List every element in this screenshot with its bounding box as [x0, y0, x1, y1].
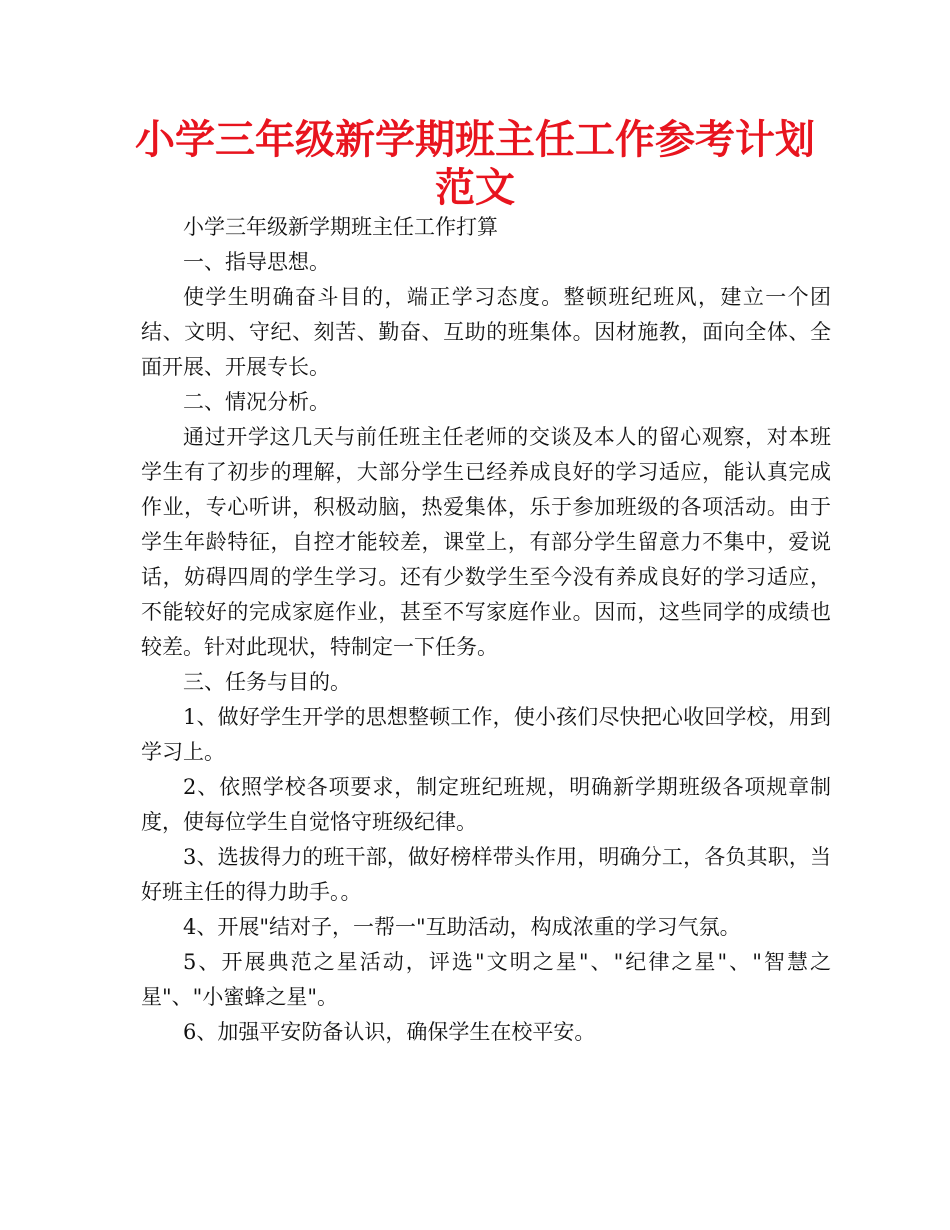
paragraph-guiding-ideology: 使学生明确奋斗目的，端正学习态度。整顿班纪班风，建立一个团结、文明、守纪、刻苦、勤奋、互助的班集体。因材施教，面向全体、全面开展、开展专长。: [141, 285, 831, 379]
paragraph-task-1: 1、做好学生开学的思想整顿工作，使小孩们尽快把心收回学校，用到学习上。: [141, 705, 831, 764]
paragraph-subtitle: 小学三年级新学期班主任工作打算: [183, 215, 498, 239]
paragraph-heading-situation-analysis: 二、情况分析。: [183, 390, 330, 414]
paragraph-heading-guiding-ideology: 一、指导思想。: [183, 250, 330, 274]
paragraph-task-2: 2、依照学校各项要求，制定班纪班规，明确新学期班级各项规章制度，使每位学生自觉恪守班级纪律。: [141, 775, 831, 834]
paragraph-task-3: 3、选拔得力的班干部，做好榜样带头作用，明确分工，各负其职，当好班主任的得力助手。。: [141, 845, 831, 904]
document-body: [141, 210, 831, 1050]
paragraph-situation-analysis: 通过开学这几天与前任班主任老师的交谈及本人的留心观察，对本班学生有了初步的理解，大部分学生已经养成良好的学习适应，能认真完成作业，专心听讲，积极动脑，热爱集体，乐于参加班级的各项活动。由于学生年龄特征，自控才能较差，课堂上，有部分学生留意力不集中，爱说话，妨碍四周的学生学习。还有少数学生至今没有养成良好的学习适应，不能较好的完成家庭作业，甚至不写家庭作业。因而，这些同学的成绩也较差。针对此现状，特制定一下任务。: [141, 425, 831, 659]
paragraph-task-6: 6、加强平安防备认识，确保学生在校平安。: [183, 1020, 596, 1044]
paragraph-heading-tasks-goals: 三、任务与目的。: [183, 670, 351, 694]
paragraph-task-4: 4、开展"结对子，一帮一"互助活动，构成浓重的学习气氛。: [183, 915, 741, 939]
paragraph-task-5: 5、开展典范之星活动，评选"文明之星"、"纪律之星"、"智慧之星"、"小蜜蜂之星"。: [141, 950, 831, 1009]
document-title: 小学三年级新学期班主任工作参考计划范文: [135, 117, 815, 211]
